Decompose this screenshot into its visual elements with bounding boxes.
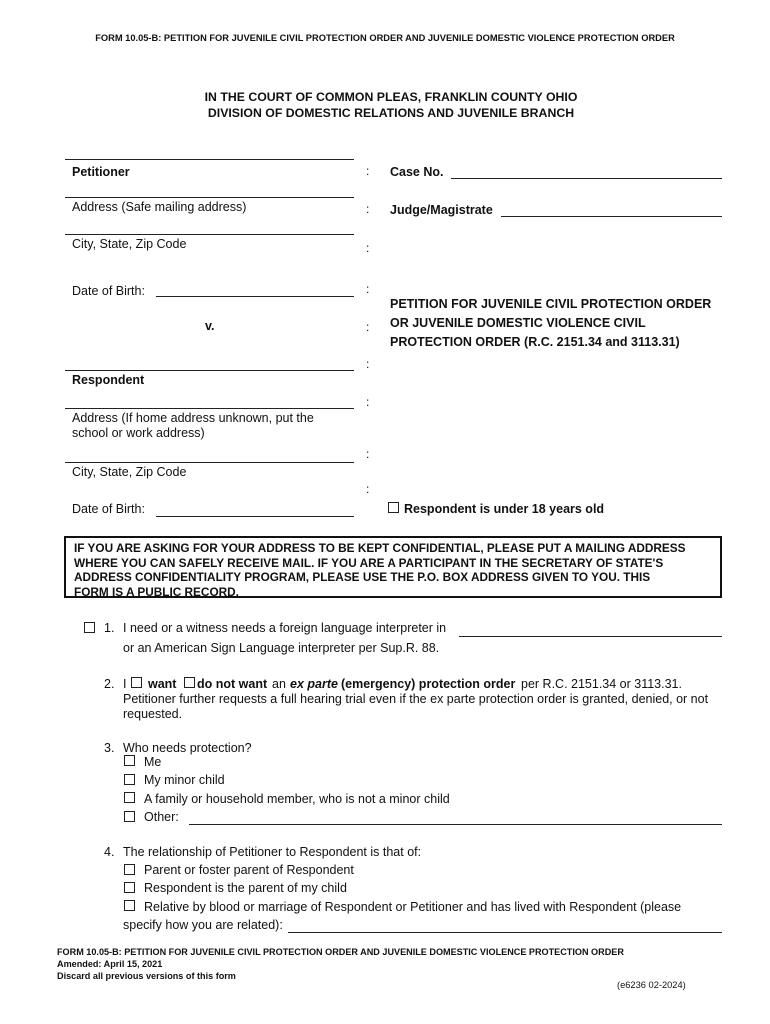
under-18-checkbox[interactable]	[388, 502, 399, 513]
petition-title-line2: OR JUVENILE DOMESTIC VIOLENCE CIVIL	[390, 316, 646, 330]
item-2-i: I	[123, 677, 127, 691]
item-2-statute: per R.C. 2151.34 or 3113.31.	[521, 677, 682, 691]
item-2-text-line3: requested.	[123, 707, 183, 721]
want-label: want	[148, 677, 177, 691]
petition-title-line1: PETITION FOR JUVENILE CIVIL PROTECTION ORDER	[390, 297, 712, 311]
respondent-address-label-2: school or work address)	[72, 426, 205, 440]
protect-option-label: Me	[144, 755, 162, 769]
respondent-address-line[interactable]	[65, 408, 354, 409]
protect-family-member-checkbox[interactable]	[124, 792, 135, 803]
interpreter-language-field[interactable]	[459, 636, 722, 637]
emergency-label: (emergency) protection order	[341, 677, 516, 691]
relationship-relative-checkbox[interactable]	[124, 900, 135, 911]
petitioner-address-line[interactable]	[65, 197, 354, 198]
item-1-text-line2: or an American Sign Language interpreter per Sup.R. 88.	[123, 641, 440, 655]
item-2-number: 2.	[104, 677, 115, 691]
item-3-number: 3.	[104, 741, 115, 755]
petition-title-line3: PROTECTION ORDER (R.C. 2151.34 and 3113.31)	[390, 335, 680, 349]
protect-option-label: A family or household member, who is not a minor child	[144, 792, 450, 806]
caption-colon: :	[366, 320, 370, 334]
notice-line: WHERE YOU CAN SAFELY RECEIVE MAIL. IF YOU ARE A PARTICIPANT IN THE SECRETARY OF STATE'S	[74, 555, 664, 570]
judge-label: Judge/Magistrate	[390, 203, 493, 217]
item-1-text-line1: I need or a witness needs a foreign language interpreter in	[123, 621, 447, 635]
relationship-option-label: Respondent is the parent of my child	[144, 881, 347, 895]
petitioner-name-line[interactable]	[65, 159, 354, 160]
versus-label: v.	[205, 319, 215, 333]
do-not-want-checkbox[interactable]	[184, 677, 195, 688]
petitioner-dob-label: Date of Birth:	[72, 284, 145, 298]
under-18-label: Respondent is under 18 years old	[404, 502, 605, 516]
petitioner-address-label: Address (Safe mailing address)	[72, 200, 247, 214]
notice-line: IF YOU ARE ASKING FOR YOUR ADDRESS TO BE KEPT CONFIDENTIAL, PLEASE PUT A MAILING ADDRESS	[74, 541, 686, 555]
want-checkbox[interactable]	[131, 677, 142, 688]
notice-line: FORM IS A PUBLIC RECORD.	[74, 584, 239, 599]
judge-field[interactable]	[501, 216, 722, 217]
footer-discard: Discard all previous versions of this form	[57, 971, 236, 981]
protect-minor-child-checkbox[interactable]	[124, 774, 135, 785]
court-division: DIVISION OF DOMESTIC RELATIONS AND JUVENILE BRANCH	[207, 106, 575, 120]
caption-colon: :	[366, 164, 370, 178]
relationship-parent-of-child-checkbox[interactable]	[124, 882, 135, 893]
respondent-name-line[interactable]	[65, 370, 354, 371]
relationship-option-label: Parent or foster parent of Respondent	[144, 863, 354, 877]
case-no-label: Case No.	[390, 165, 444, 179]
item-3-question: Who needs protection?	[123, 741, 252, 755]
relationship-parent-checkbox[interactable]	[124, 864, 135, 875]
interpreter-checkbox[interactable]	[84, 622, 95, 633]
item-4-question: The relationship of Petitioner to Respondent is that of:	[123, 845, 422, 859]
caption-colon: :	[366, 357, 370, 371]
footer-amended: Amended: April 15, 2021	[57, 959, 163, 969]
respondent-city-label: City, State, Zip Code	[72, 465, 187, 479]
protect-other-field[interactable]	[189, 824, 722, 825]
item-2-an: an	[272, 677, 286, 691]
form-header-title: FORM 10.05-B: PETITION FOR JUVENILE CIVIL PROTECTION ORDER AND JUVENILE DOMESTIC VIOLENCE PROTECTION ORDER	[95, 33, 675, 43]
protect-other-checkbox[interactable]	[124, 811, 135, 822]
do-not-want-label: do not want	[197, 677, 268, 691]
petitioner-city-line[interactable]	[65, 234, 354, 235]
caption-colon: :	[366, 241, 370, 255]
petitioner-dob-field[interactable]	[156, 296, 354, 297]
ex-parte-label: ex parte	[290, 677, 338, 691]
relationship-option-label: Relative by blood or marriage of Respondent or Petitioner and has lived with Respondent (please	[144, 900, 682, 914]
case-no-field[interactable]	[451, 178, 722, 179]
confidential-address-notice	[64, 536, 722, 598]
item-1-number: 1.	[104, 621, 115, 635]
protect-option-label: My minor child	[144, 773, 225, 787]
respondent-dob-label: Date of Birth:	[72, 502, 145, 516]
protect-me-checkbox[interactable]	[124, 755, 135, 766]
respondent-address-label-1: Address (If home address unknown, put the	[72, 411, 314, 425]
respondent-label: Respondent	[72, 373, 145, 387]
footer-form-code: (e6236 02-2024)	[617, 980, 686, 990]
caption-colon: :	[366, 202, 370, 216]
caption-colon: :	[366, 447, 370, 461]
caption-colon: :	[366, 282, 370, 296]
caption-colon: :	[366, 395, 370, 409]
respondent-dob-field[interactable]	[156, 516, 354, 517]
protect-option-label: Other:	[144, 810, 179, 824]
footer-form-title: FORM 10.05-B: PETITION FOR JUVENILE CIVIL PROTECTION ORDER AND JUVENILE DOMESTIC VIOLENCE PROTECTION ORDER	[57, 947, 624, 957]
caption-colon: :	[366, 482, 370, 496]
petitioner-label: Petitioner	[72, 165, 130, 179]
respondent-city-line[interactable]	[65, 462, 354, 463]
court-name: IN THE COURT OF COMMON PLEAS, FRANKLIN COUNTY OHIO	[204, 90, 578, 104]
relationship-specify-label: specify how you are related):	[123, 918, 283, 932]
relationship-specify-field[interactable]	[288, 932, 722, 933]
item-4-number: 4.	[104, 845, 115, 859]
petitioner-city-label: City, State, Zip Code	[72, 237, 187, 251]
item-2-text-line2: Petitioner further requests a full hearing trial even if the ex parte protection order is granted, denied, or not	[123, 692, 709, 706]
notice-line: ADDRESS CONFIDENTIALITY PROGRAM, PLEASE USE THE P.O. BOX ADDRESS GIVEN TO YOU. THIS	[74, 570, 651, 585]
